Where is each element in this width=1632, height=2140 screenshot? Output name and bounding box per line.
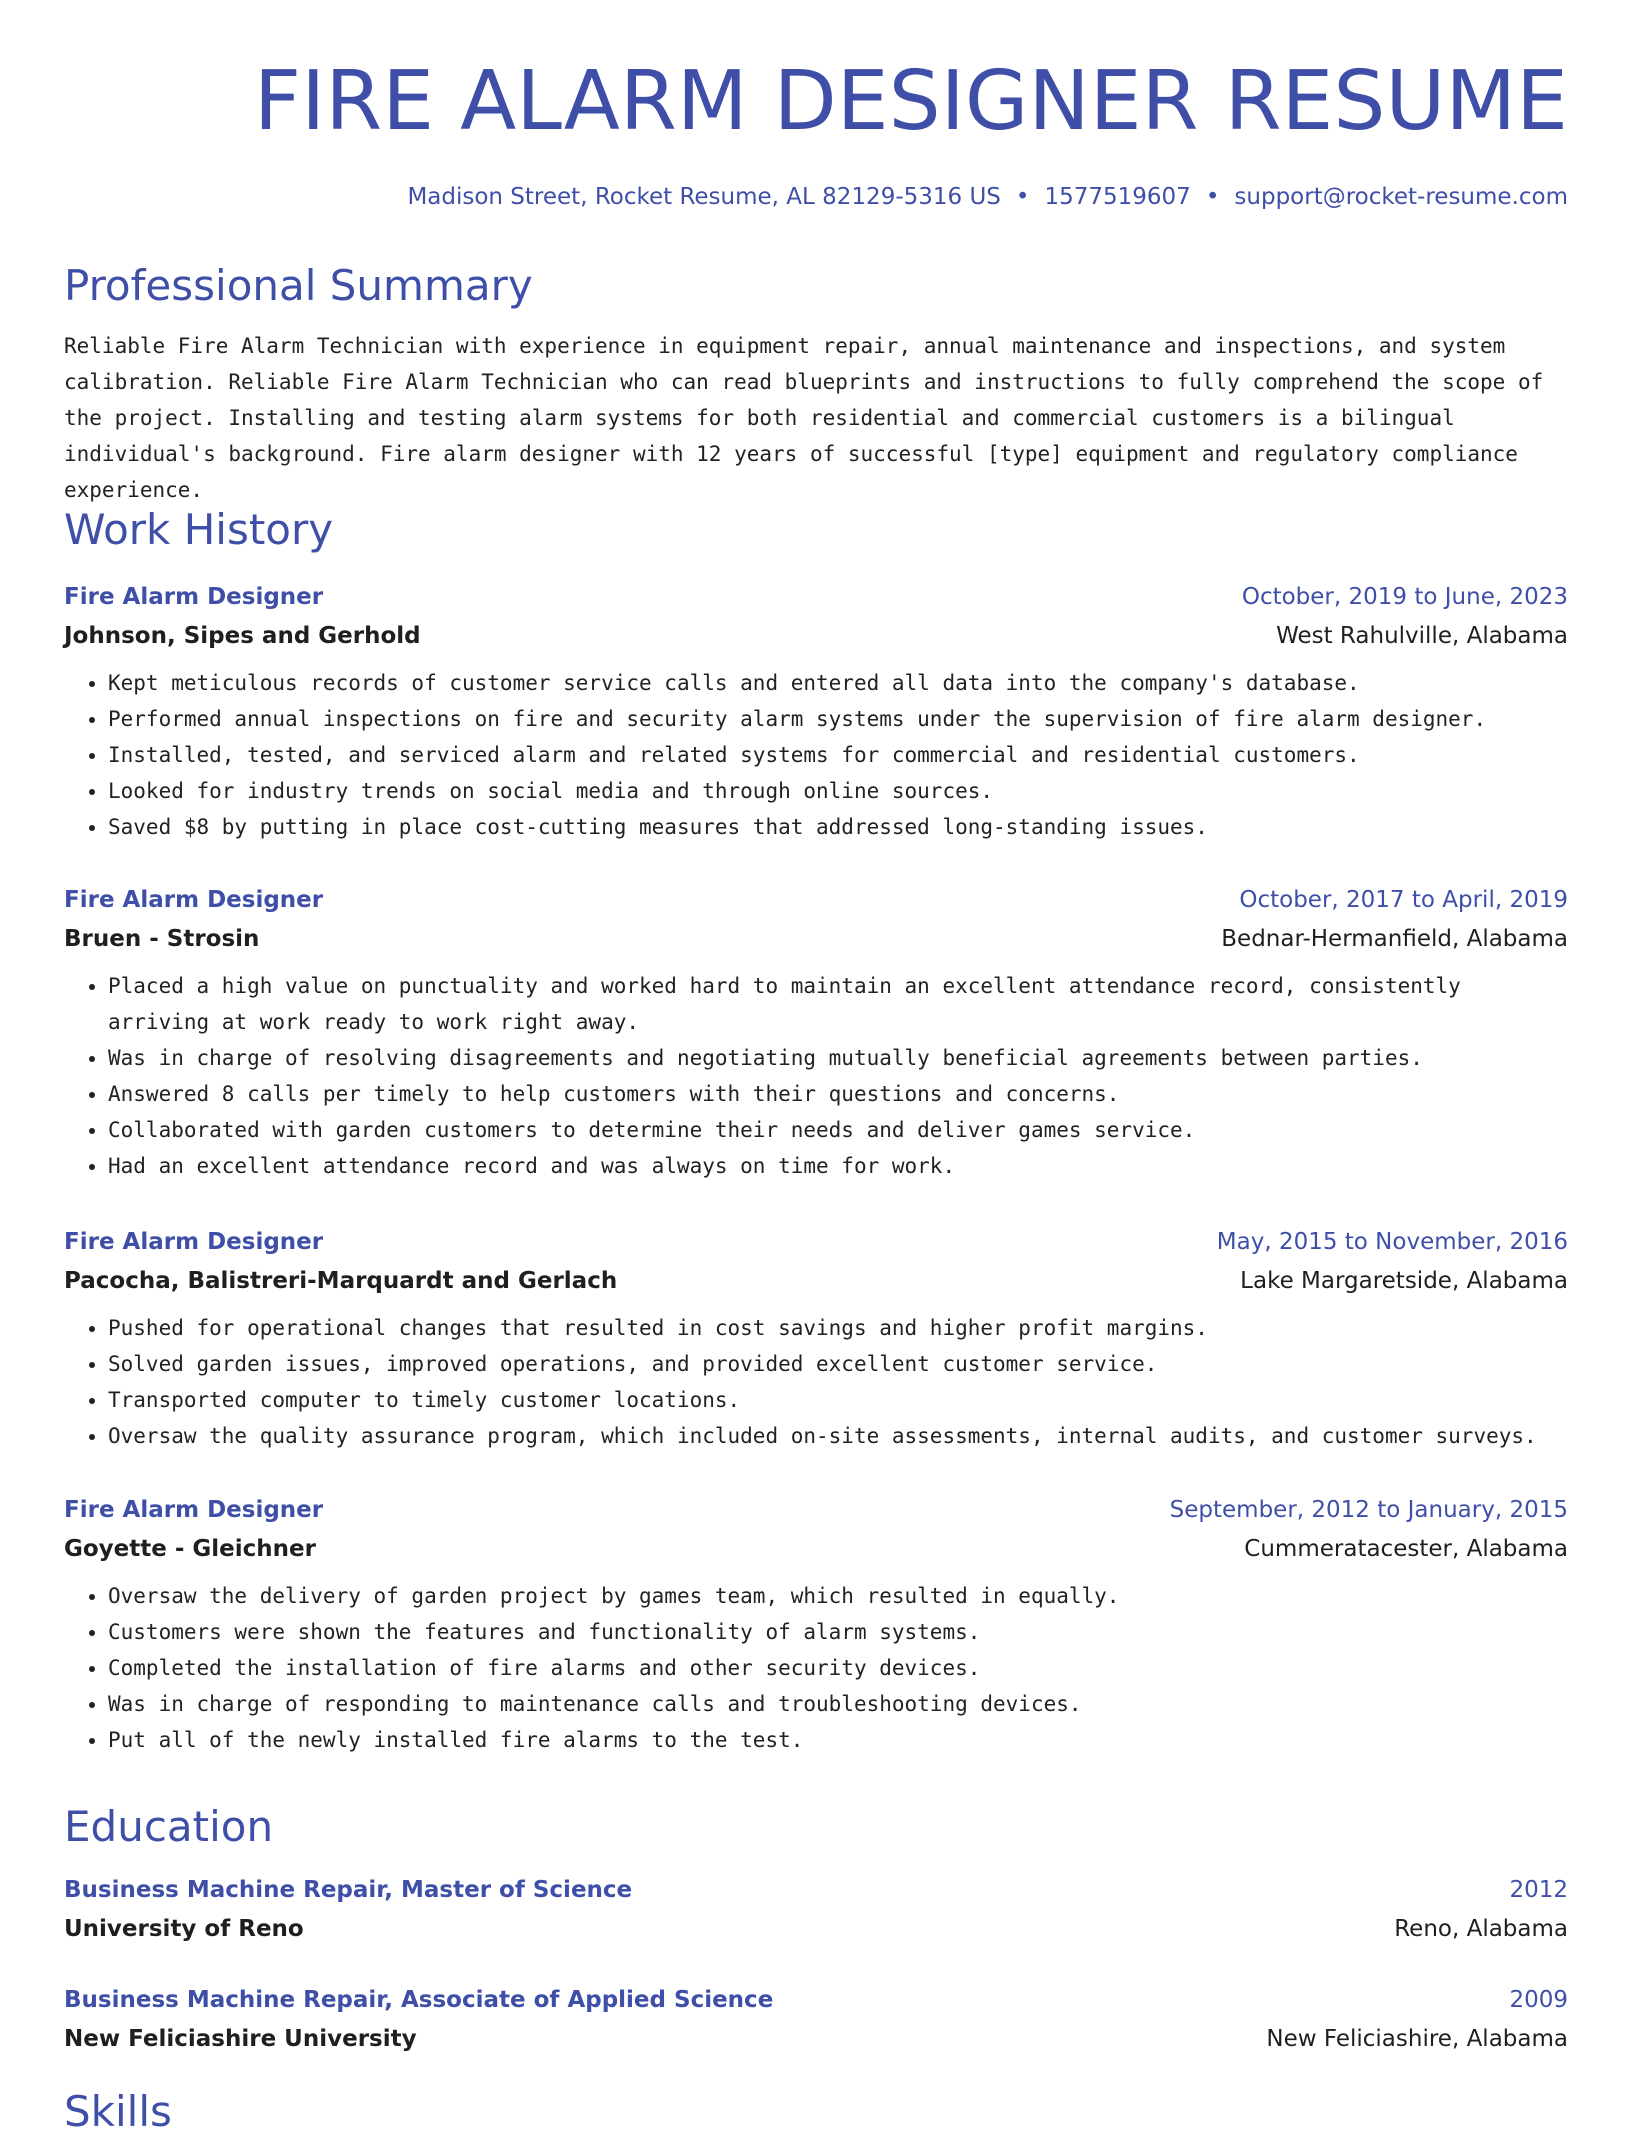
job-company: Pacocha, Balistreri-Marquardt and Gerlach xyxy=(64,1268,618,1294)
job-bullet: • Solved garden issues, improved operations, and provided excellent customer service. xyxy=(108,1346,1568,1382)
job-bullet: • Pushed for operational changes that resulted in cost savings and higher profit margins. xyxy=(108,1310,1568,1346)
job-entry xyxy=(64,577,1568,845)
job-bullets xyxy=(64,665,1568,845)
resume-title: FIRE ALARM DESIGNER RESUME xyxy=(253,54,1568,149)
work-history-section xyxy=(64,502,1568,558)
job-location: Bednar-Hermanfield, Alabama xyxy=(1221,926,1568,952)
education-entry xyxy=(64,1980,1568,2058)
job-entry xyxy=(64,1222,1568,1454)
education-section xyxy=(64,1799,1568,1855)
job-bullet: • Customers were shown the features and functionality of alarm systems. xyxy=(108,1614,1568,1650)
education-year: 2009 xyxy=(1509,1987,1568,2013)
education-degree: Business Machine Repair, Associate of Applied Science xyxy=(64,1987,774,2013)
job-bullet: • Installed, tested, and serviced alarm and related systems for commercial and residential customers. xyxy=(108,737,1568,773)
job-dates: May, 2015 to November, 2016 xyxy=(1216,1229,1568,1255)
job-company: Bruen - Strosin xyxy=(64,926,260,952)
job-bullet: • Kept meticulous records of customer service calls and entered all data into the company's database. xyxy=(108,665,1568,701)
job-company: Johnson, Sipes and Gerhold xyxy=(64,623,421,649)
contact-separator: • xyxy=(1015,184,1030,210)
job-title: Fire Alarm Designer xyxy=(64,887,324,913)
job-bullet: • Saved $8 by putting in place cost-cutting measures that addressed long-standing issues. xyxy=(108,809,1568,845)
education-school: University of Reno xyxy=(64,1916,304,1942)
job-company: Goyette - Gleichner xyxy=(64,1536,316,1562)
job-bullet: • Answered 8 calls per timely to help customers with their questions and concerns. xyxy=(108,1076,1568,1112)
job-title: Fire Alarm Designer xyxy=(64,1497,324,1523)
job-bullet: • Was in charge of responding to maintenance calls and troubleshooting devices. xyxy=(108,1686,1568,1722)
job-bullet: • Transported computer to timely customer locations. xyxy=(108,1382,1568,1418)
job-title: Fire Alarm Designer xyxy=(64,584,324,610)
job-bullet: • Oversaw the quality assurance program, which included on-site assessments, internal audits, and customer surveys. xyxy=(108,1418,1568,1454)
job-dates: September, 2012 to January, 2015 xyxy=(1169,1497,1568,1523)
contact-address: Madison Street, Rocket Resume, AL 82129-5316 US xyxy=(407,184,1001,210)
summary-heading: Professional Summary xyxy=(64,261,533,310)
contact-phone: 1577519607 xyxy=(1044,184,1191,210)
job-bullet: • Placed a high value on punctuality and worked hard to maintain an excellent attendance record, consistently arriving at work ready to work right away. xyxy=(108,968,1568,1040)
contact-separator: • xyxy=(1205,184,1220,210)
education-entry xyxy=(64,1870,1568,1948)
job-bullet: • Completed the installation of fire alarms and other security devices. xyxy=(108,1650,1568,1686)
job-bullet: • Had an excellent attendance record and was always on time for work. xyxy=(108,1148,1568,1184)
job-dates: October, 2019 to June, 2023 xyxy=(1241,584,1568,610)
contact-line xyxy=(407,180,1568,214)
job-location: Cummeratacester, Alabama xyxy=(1244,1536,1568,1562)
job-bullet: • Oversaw the delivery of garden project by games team, which resulted in equally. xyxy=(108,1578,1568,1614)
education-location: New Feliciashire, Alabama xyxy=(1266,2026,1568,2052)
job-bullets xyxy=(64,1578,1568,1758)
skills-heading: Skills xyxy=(64,2087,172,2136)
summary-text: Reliable Fire Alarm Technician with experience in equipment repair, annual maintenance and inspections, and system calibration. Reliable Fire Alarm Technician who can read blueprints and instructions to fully comprehend the scope of the project. Installing and testing alarm systems for both residential and commercial customers is a bilingual individual's background. Fire alarm designer with 12 years of successful [type] equipment and regulatory compliance experience. xyxy=(64,334,1544,502)
job-bullet: • Put all of the newly installed fire alarms to the test. xyxy=(108,1722,1568,1758)
work-history-heading: Work History xyxy=(64,505,334,554)
job-entry xyxy=(64,880,1568,1184)
education-heading: Education xyxy=(64,1802,274,1851)
contact-email[interactable]: support@rocket-resume.com xyxy=(1234,184,1568,210)
job-bullet: • Looked for industry trends on social media and through online sources. xyxy=(108,773,1568,809)
job-bullets xyxy=(64,1310,1568,1454)
job-bullet: • Collaborated with garden customers to determine their needs and deliver games service. xyxy=(108,1112,1568,1148)
education-location: Reno, Alabama xyxy=(1394,1916,1568,1942)
job-bullet: • Was in charge of resolving disagreements and negotiating mutually beneficial agreements between parties. xyxy=(108,1040,1568,1076)
job-location: Lake Margaretside, Alabama xyxy=(1240,1268,1568,1294)
job-bullet: • Performed annual inspections on fire and security alarm systems under the supervision of fire alarm designer. xyxy=(108,701,1568,737)
job-entry xyxy=(64,1490,1568,1758)
job-bullets xyxy=(64,968,1568,1184)
job-title: Fire Alarm Designer xyxy=(64,1229,324,1255)
job-dates: October, 2017 to April, 2019 xyxy=(1239,887,1568,913)
skills-section xyxy=(64,2084,1568,2140)
job-location: West Rahulville, Alabama xyxy=(1276,623,1568,649)
education-year: 2012 xyxy=(1509,1877,1568,1903)
summary-section xyxy=(64,258,1568,508)
education-degree: Business Machine Repair, Master of Science xyxy=(64,1877,633,1903)
education-school: New Feliciashire University xyxy=(64,2026,417,2052)
